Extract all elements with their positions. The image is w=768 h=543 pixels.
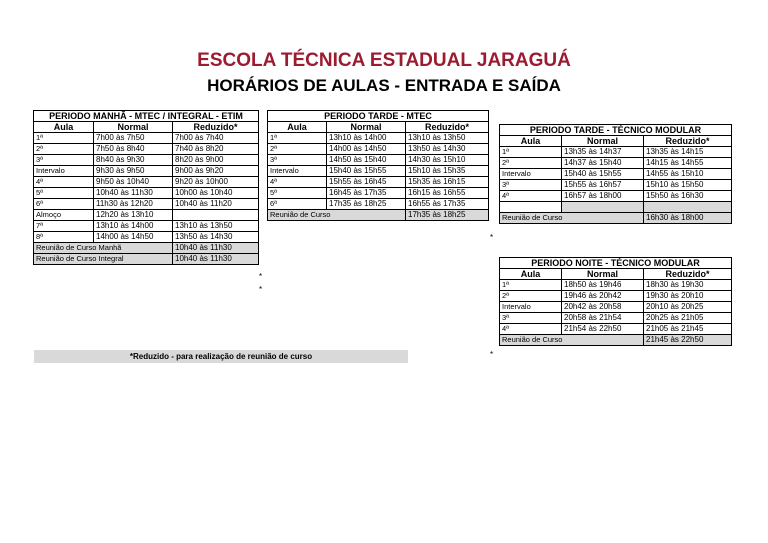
table-row [268, 166, 489, 177]
table-row [34, 188, 259, 199]
table-row [500, 147, 732, 158]
reduzido-cell: 7h00 às 7h40 [173, 133, 259, 144]
table-row [34, 166, 259, 177]
normal-cell: 11h30 às 12h20 [94, 199, 173, 210]
aula-cell: 6ª [34, 199, 94, 210]
reuniao-tarde-value: 17h35 às 18h25 [406, 210, 489, 221]
normal-cell: 20h42 às 20h58 [562, 302, 644, 313]
reduzido-cell: 13h10 às 13h50 [173, 221, 259, 232]
table-row [268, 155, 489, 166]
reduzido-note: *Reduzido - para realização de reunião de curso [34, 350, 408, 363]
aula-cell: 5ª [34, 188, 94, 199]
aula-cell: Intervalo [500, 302, 562, 313]
reduzido-cell: 14h15 às 14h55 [644, 158, 732, 169]
normal-cell: 20h58 às 21h54 [562, 313, 644, 324]
reduzido-cell: 18h30 às 19h30 [644, 280, 732, 291]
reduzido-cell [644, 202, 732, 213]
reduzido-cell: 15h35 às 16h15 [406, 177, 489, 188]
noite-modular-header: PERIODO NOITE - TÉCNICO MODULAR [500, 258, 732, 269]
table-row [34, 232, 259, 243]
normal-cell: 15h55 às 16h57 [562, 180, 644, 191]
table-row [500, 291, 732, 302]
reduzido-cell: 15h10 às 15h50 [644, 180, 732, 191]
aula-cell: 6ª [268, 199, 327, 210]
aula-cell: 8ª [34, 232, 94, 243]
aula-cell: 3ª [34, 155, 94, 166]
col-reduzido: Reduzido* [644, 269, 732, 280]
normal-cell: 18h50 às 19h46 [562, 280, 644, 291]
table-row [34, 221, 259, 232]
table-row [500, 169, 732, 180]
reduzido-cell: 13h50 às 14h30 [173, 232, 259, 243]
normal-cell [562, 202, 644, 213]
table-row [34, 144, 259, 155]
reduzido-cell: 16h55 às 17h35 [406, 199, 489, 210]
aula-cell: 4ª [268, 177, 327, 188]
col-aula: Aula [500, 269, 562, 280]
aula-cell [500, 202, 562, 213]
aula-cell: Intervalo [268, 166, 327, 177]
aula-cell: 3ª [500, 313, 562, 324]
aula-cell: 3ª [500, 180, 562, 191]
reuniao-tmod-label: Reunião de Curso [500, 213, 644, 224]
normal-cell: 7h50 às 8h40 [94, 144, 173, 155]
table-manha [33, 110, 259, 265]
aula-cell: 4ª [500, 191, 562, 202]
aula-cell: Almoço [34, 210, 94, 221]
col-aula: Aula [500, 136, 562, 147]
normal-cell: 19h46 às 20h42 [562, 291, 644, 302]
normal-cell: 13h10 às 14h00 [94, 221, 173, 232]
reduzido-cell [173, 210, 259, 221]
reduzido-cell: 9h00 às 9h20 [173, 166, 259, 177]
table-row [500, 280, 732, 291]
table-row [500, 158, 732, 169]
reduzido-cell: 7h40 às 8h20 [173, 144, 259, 155]
table-row [268, 199, 489, 210]
reduzido-cell: 14h30 às 15h10 [406, 155, 489, 166]
col-normal: Normal [327, 122, 406, 133]
normal-cell: 15h55 às 16h45 [327, 177, 406, 188]
reuniao-manha-label: Reunião de Curso Manhã [34, 243, 173, 254]
col-normal: Normal [562, 136, 644, 147]
reuniao-tarde-label: Reunião de Curso [268, 210, 406, 221]
reduzido-cell: 9h20 às 10h00 [173, 177, 259, 188]
star-mark: * [490, 233, 494, 242]
normal-cell: 13h10 às 14h00 [327, 133, 406, 144]
table-noite-modular [499, 257, 732, 346]
normal-cell: 7h00 às 7h50 [94, 133, 173, 144]
star-mark: * [259, 285, 263, 294]
normal-cell: 16h57 às 18h00 [562, 191, 644, 202]
aula-cell: 2ª [500, 291, 562, 302]
table-tarde-modular [499, 124, 732, 224]
normal-cell: 13h35 às 14h37 [562, 147, 644, 158]
normal-cell: 14h00 às 14h50 [327, 144, 406, 155]
table-row [34, 210, 259, 221]
reuniao-nmod-label: Reunião de Curso [500, 335, 644, 346]
normal-cell: 14h37 às 15h40 [562, 158, 644, 169]
reuniao-nmod-value: 21h45 às 22h50 [644, 335, 732, 346]
reduzido-cell: 16h15 às 16h55 [406, 188, 489, 199]
aula-cell: 7ª [34, 221, 94, 232]
table-row [34, 199, 259, 210]
table-row [500, 180, 732, 191]
star-mark: * [490, 350, 494, 359]
table-row [34, 155, 259, 166]
reduzido-cell: 13h35 às 14h15 [644, 147, 732, 158]
table-row [500, 191, 732, 202]
reduzido-cell: 13h10 às 13h50 [406, 133, 489, 144]
star-mark: * [259, 272, 263, 281]
reduzido-cell: 20h10 às 20h25 [644, 302, 732, 313]
normal-cell: 15h40 às 15h55 [562, 169, 644, 180]
table-row [34, 177, 259, 188]
aula-cell: 1ª [34, 133, 94, 144]
reuniao-tmod-value: 16h30 às 18h00 [644, 213, 732, 224]
aula-cell: 4ª [34, 177, 94, 188]
reduzido-cell: 14h55 às 15h10 [644, 169, 732, 180]
reduzido-cell: 15h50 às 16h30 [644, 191, 732, 202]
table-row [500, 313, 732, 324]
reuniao-integral-label: Reunião de Curso Integral [34, 254, 173, 265]
normal-cell: 9h30 às 9h50 [94, 166, 173, 177]
reduzido-cell: 20h25 às 21h05 [644, 313, 732, 324]
tarde-modular-header: PERIODO TARDE - TÉCNICO MODULAR [500, 125, 732, 136]
table-row [34, 133, 259, 144]
normal-cell: 9h50 às 10h40 [94, 177, 173, 188]
col-reduzido: Reduzido* [173, 122, 259, 133]
manha-header: PERIODO MANHÃ - MTEC / INTEGRAL - ETIM [34, 111, 259, 122]
table-row [500, 324, 732, 335]
aula-cell: 2ª [34, 144, 94, 155]
normal-cell: 15h40 às 15h55 [327, 166, 406, 177]
school-title: ESCOLA TÉCNICA ESTADUAL JARAGUÁ [197, 50, 571, 71]
normal-cell: 14h00 às 14h50 [94, 232, 173, 243]
aula-cell: 3ª [268, 155, 327, 166]
aula-cell: 4ª [500, 324, 562, 335]
schedule-subtitle: HORÁRIOS DE AULAS - ENTRADA E SAÍDA [207, 76, 561, 95]
reduzido-cell: 15h10 às 15h35 [406, 166, 489, 177]
col-aula: Aula [268, 122, 327, 133]
table-row [268, 188, 489, 199]
col-normal: Normal [94, 122, 173, 133]
aula-cell: 1ª [500, 147, 562, 158]
reduzido-cell: 13h50 às 14h30 [406, 144, 489, 155]
table-row [268, 144, 489, 155]
table-row [500, 302, 732, 313]
normal-cell: 10h40 às 11h30 [94, 188, 173, 199]
table-row [268, 177, 489, 188]
col-reduzido: Reduzido* [406, 122, 489, 133]
table-row [500, 202, 732, 213]
col-reduzido: Reduzido* [644, 136, 732, 147]
reuniao-integral-value: 10h40 às 11h30 [173, 254, 259, 265]
reduzido-cell: 10h40 às 11h20 [173, 199, 259, 210]
col-aula: Aula [34, 122, 94, 133]
aula-cell: 2ª [500, 158, 562, 169]
aula-cell: 1ª [268, 133, 327, 144]
normal-cell: 21h54 às 22h50 [562, 324, 644, 335]
normal-cell: 16h45 às 17h35 [327, 188, 406, 199]
normal-cell: 12h20 às 13h10 [94, 210, 173, 221]
reduzido-cell: 21h05 às 21h45 [644, 324, 732, 335]
aula-cell: 5ª [268, 188, 327, 199]
reduzido-cell: 19h30 às 20h10 [644, 291, 732, 302]
normal-cell: 8h40 às 9h30 [94, 155, 173, 166]
normal-cell: 17h35 às 18h25 [327, 199, 406, 210]
aula-cell: Intervalo [34, 166, 94, 177]
reuniao-manha-value: 10h40 às 11h30 [173, 243, 259, 254]
table-tarde [267, 110, 489, 221]
reduzido-cell: 10h00 às 10h40 [173, 188, 259, 199]
tarde-header: PERIODO TARDE - MTEC [268, 111, 489, 122]
normal-cell: 14h50 às 15h40 [327, 155, 406, 166]
aula-cell: 2ª [268, 144, 327, 155]
table-row [268, 133, 489, 144]
col-normal: Normal [562, 269, 644, 280]
reduzido-cell: 8h20 às 9h00 [173, 155, 259, 166]
aula-cell: 1ª [500, 280, 562, 291]
aula-cell: Intervalo [500, 169, 562, 180]
